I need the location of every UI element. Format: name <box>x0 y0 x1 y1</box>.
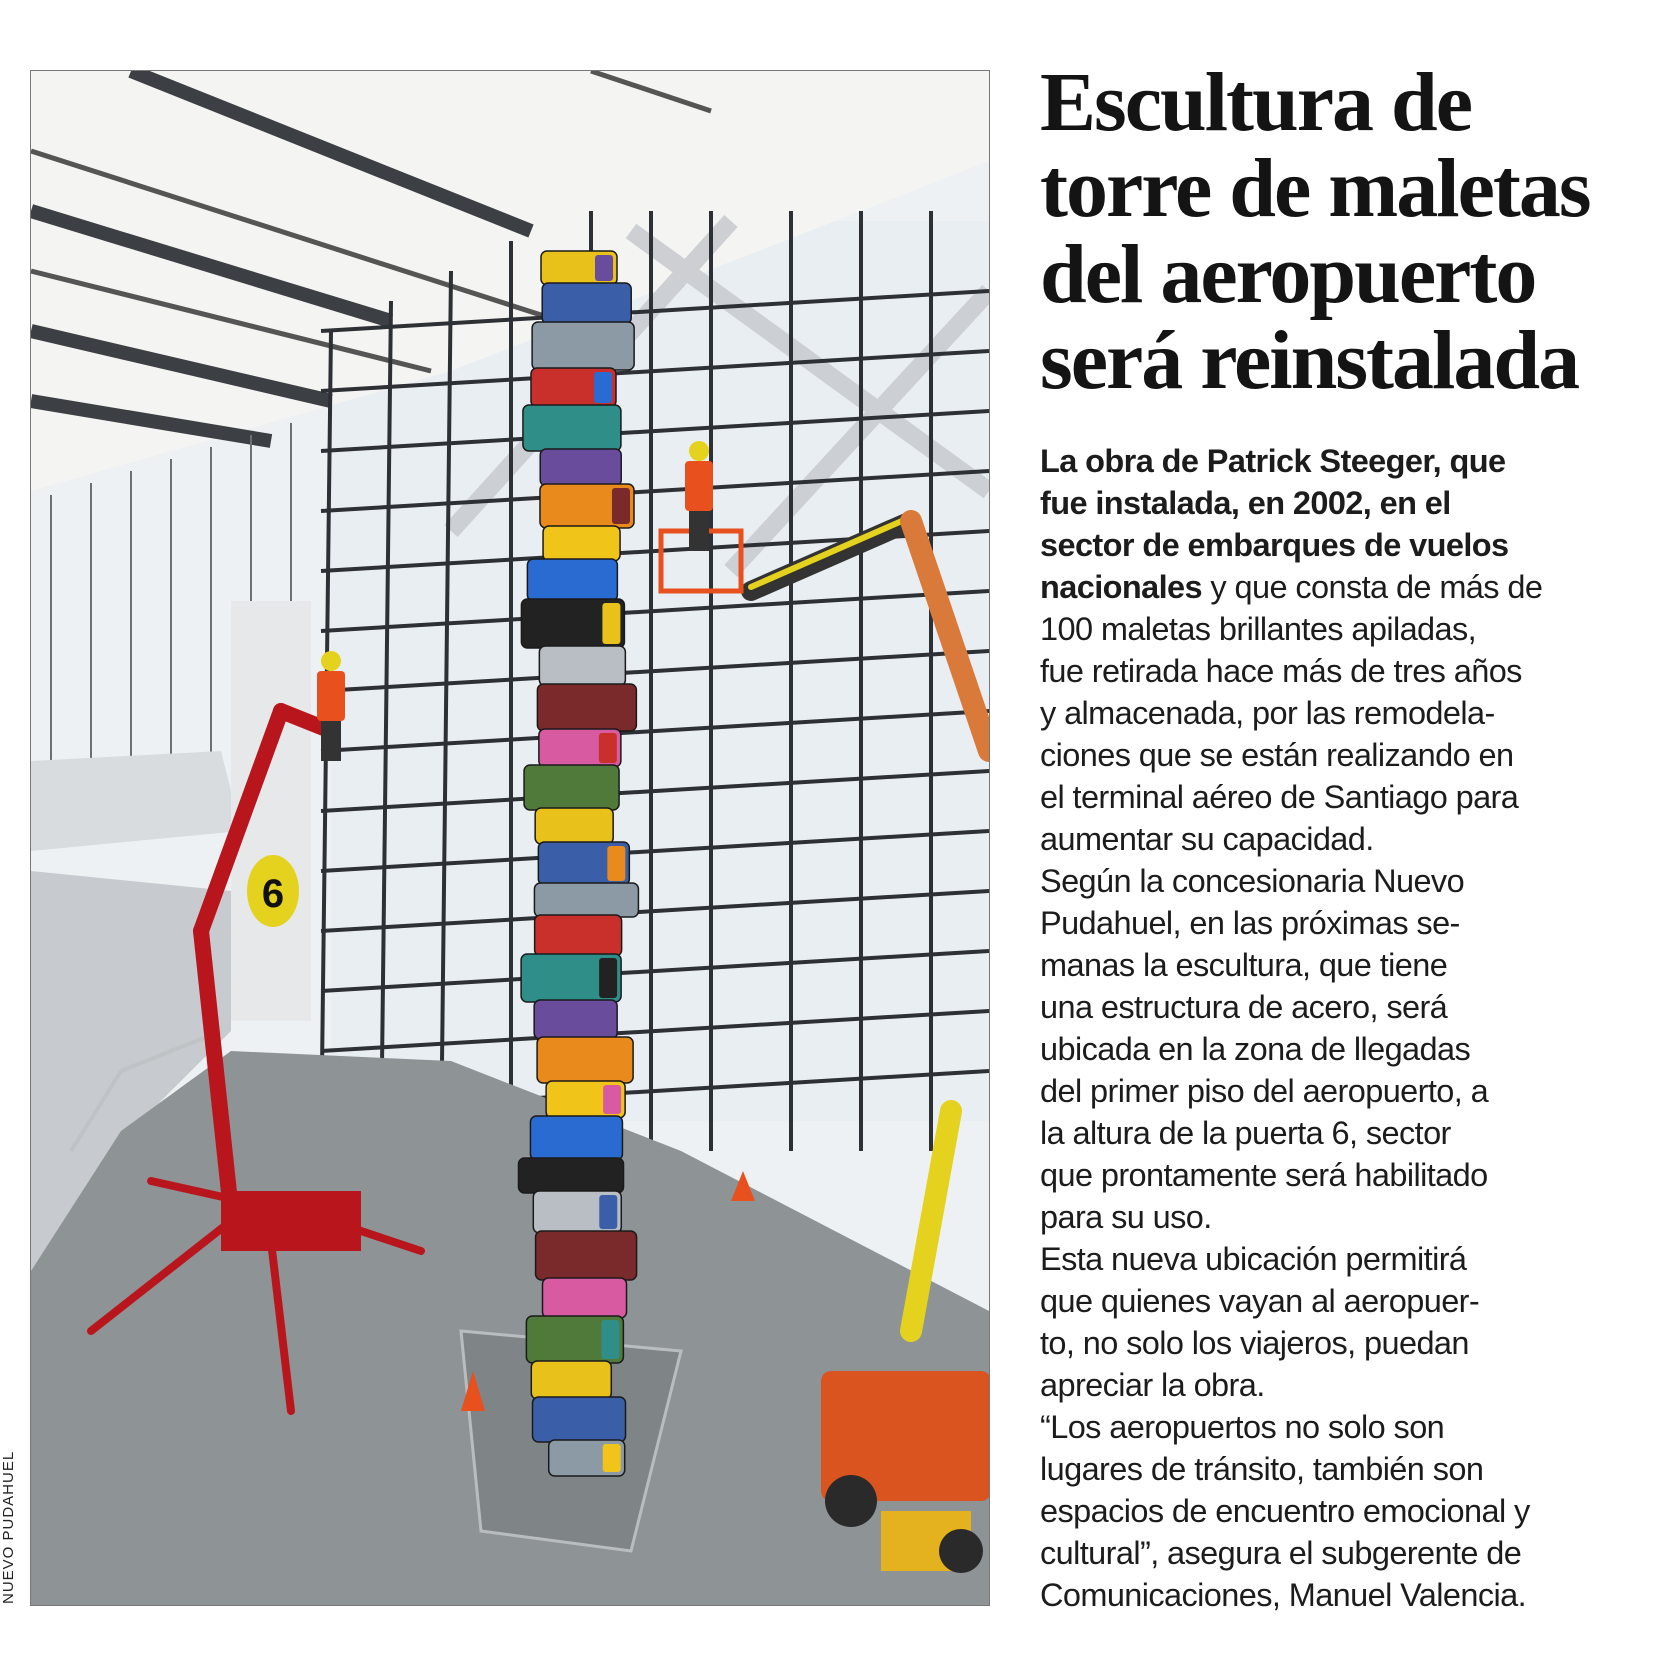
suitcase <box>533 1397 626 1442</box>
suitcase <box>523 405 621 451</box>
airport-terminal-illustration <box>31 71 989 1605</box>
hard-hat <box>321 651 341 671</box>
hard-hat <box>689 441 709 461</box>
suitcase <box>534 1000 617 1039</box>
suitcase <box>531 1361 611 1399</box>
suitcase <box>543 526 620 561</box>
suitcase <box>595 255 613 281</box>
suitcase <box>537 1037 633 1083</box>
suitcase <box>594 372 612 403</box>
svg-text:6: 6 <box>261 872 285 916</box>
suitcase <box>542 1278 626 1318</box>
suitcase <box>527 559 617 601</box>
suitcase <box>542 283 631 324</box>
suitcase <box>540 449 621 486</box>
article-paragraph-3: Esta nueva ubicación permitirá que quienes vayan al aeropuer- to, no solo los viajeros, puedan apreciar la obra. <box>1040 1241 1480 1403</box>
suitcase <box>534 883 638 917</box>
suitcase <box>603 1444 621 1472</box>
suitcase <box>532 322 634 370</box>
suitcase <box>519 1158 624 1193</box>
worker-legs <box>689 511 709 551</box>
suitcase <box>536 1231 637 1280</box>
suitcase <box>599 733 617 763</box>
article-body <box>1040 440 1676 1616</box>
suitcase <box>607 846 625 881</box>
suitcase <box>535 808 613 844</box>
worker-body <box>685 461 713 511</box>
worker-body <box>317 671 345 721</box>
article-lead: La obra de Patrick Steeger, que fue instalada, en 2002, en el sector de embarques de vuelos nacionales <box>1040 443 1509 605</box>
suitcase <box>601 1320 619 1359</box>
suitcase <box>535 915 622 956</box>
suitcase <box>612 488 630 524</box>
suitcase <box>530 1116 622 1160</box>
article-photo <box>30 70 990 1606</box>
suitcase <box>599 1195 617 1229</box>
article-paragraph-4: “Los aeropuertos no solo son lugares de tránsito, también son espacios de encuentro emocional y cultural”, asegura el subgerente de Comunicaciones, Manuel Valencia. <box>1040 1409 1530 1613</box>
suitcase <box>524 765 619 810</box>
suitcase <box>539 646 625 686</box>
suitcase <box>599 958 617 998</box>
article-paragraph-1: y que consta de más de 100 maletas brillantes apiladas, fue retirada hace más de tres años y almacenada, por las remodela- ciones que se están realizando en el terminal aéreo de Santiago para aumentar su capacidad. <box>1040 569 1543 857</box>
worker-legs <box>321 721 341 761</box>
article-headline: Escultura de torre de maletas del aeropuerto será reinstalada <box>1040 56 1590 407</box>
article-paragraph-2: Según la concesionaria Nuevo Pudahuel, en las próximas se- manas la escultura, que tiene una estructura de acero, será ubicada en la zona de llegadas del primer piso del aeropuerto, a la altura de la puerta 6, sector que prontamente será habilitado para su uso. <box>1040 863 1489 1235</box>
suitcase <box>603 1085 621 1114</box>
suitcase <box>537 684 636 731</box>
photo-credit-text: NUEVO PUDAHUEL <box>0 1450 17 1604</box>
gate-sign <box>247 855 299 927</box>
suitcase <box>602 603 620 644</box>
